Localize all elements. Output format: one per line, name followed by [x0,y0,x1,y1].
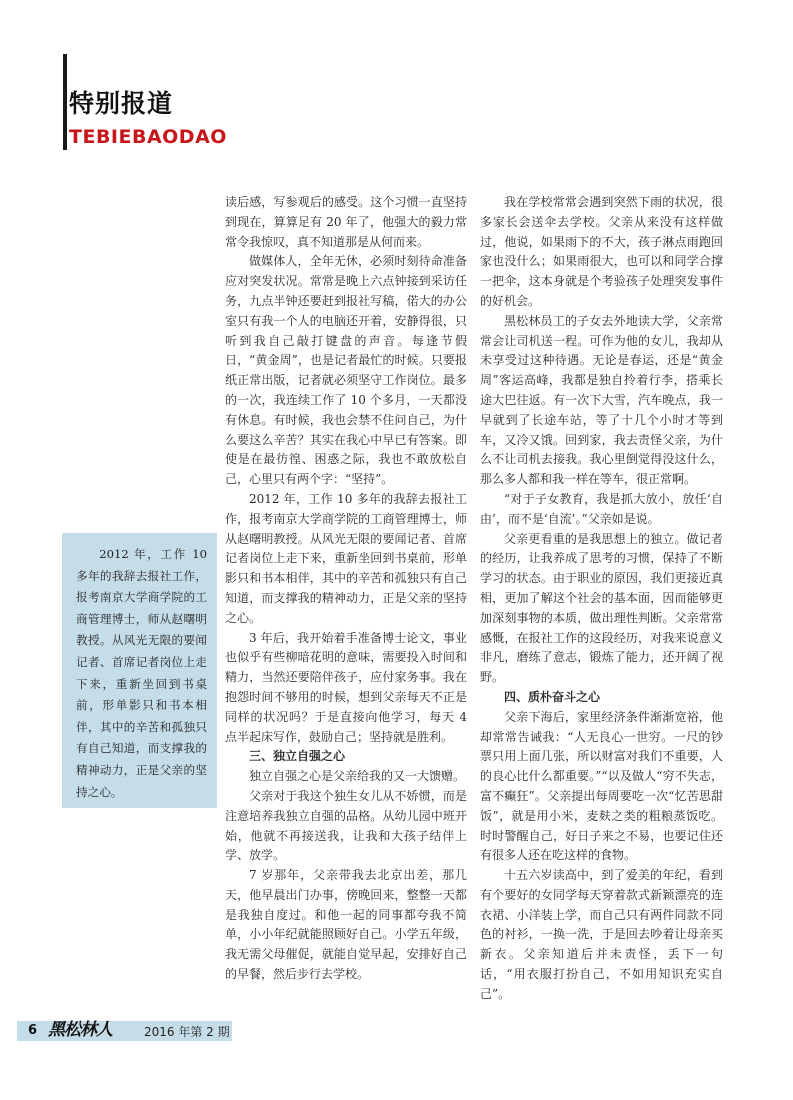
paragraph: “对于子女教育，我是抓大放小，放任‘自由’，而不是‘自流’。”父亲如是说。 [480,491,723,526]
paragraph: 我在学校常常会遇到突然下雨的状况，很多家长会送伞去学校。父亲从来没有这样做过，他说，如果雨下的不大，孩子淋点雨跑回家也没什么；如果雨很大，也可以和同学合撑一把伞，这本身就是个考验孩子处理突发事件的好机会。 [480,195,723,308]
section-heading: 四、质朴奋斗之心 [504,689,601,704]
paragraph: 十五六岁读高中，到了爱美的年纪，看到有个要好的女同学每天穿着款式新颖漂亮的连衣裙、小洋装上学，而自己只有两件同款不同色的衬衫，一换一洗，于是回去吵着让母亲买新衣。父亲知道后并未责怪，丢下一句话，“用衣服打扮自己，不如用知识充实自己”。 [480,868,723,1001]
page-number: 6 [28,1023,38,1038]
article-column-1 [225,193,467,985]
paragraph: 7 岁那年，父亲带我去北京出差，那几天，他早晨出门办事，傍晚回来，整整一天都是我独自度过。和他一起的同事都夸我不简单，小小年纪就能照顾好自己。小学五年级，我无需父母催促，就能自觉早起，安排好自己的早餐，然后步行去学校。 [225,868,467,982]
section-title: 特别报道 [69,89,174,118]
paragraph: 读后感，写参观后的感受。这个习惯一直坚持到现在，算算足有 20 年了，他强大的毅力常常令我惊叹，真不知道那是从何而来。 [225,195,467,249]
section-heading: 三、独立自强之心 [249,749,346,764]
pull-quote-text: 2012 年，工作 10 多年的我辞去报社工作，报考南京大学商学院的工商管理博士，师从赵曙明教授。从风光无限的要闻记者、首席记者岗位上走下来，重新坐回到书桌前，形单影只和书本相伴，其中的辛苦和孤独只有自己知道，而支撑我的精神动力，正是父亲的坚持之心。 [76,547,207,799]
paragraph: 3 年后，我开始着手准备博士论文，事业也似乎有些柳暗花明的意味，需要投入时间和精力，当然还要陪伴孩子，应付家务事。我在抱怨时间不够用的时候，想到父亲每天不正是同样的状况吗？于是直接向他学习，每天 4 点半起床写作，鼓励自己；坚持就是胜利。 [225,630,467,744]
paragraph: 父亲下海后，家里经济条件渐渐宽裕，他却常常告诫我：“人无良心一世穷。一尺的钞票只用上面几张，所以财富对我们不重要，人的良心比什么都重要。”“以及做人“穷不失志，富不癫狂”。父亲提出每周要吃一次“忆苦思甜饭”，就是用小米，麦麸之类的粗粮蒸饭吃。时时警醒自己，好日子来之不易，也要记住还有很多人还在吃这样的食物。 [480,709,723,863]
paragraph: 独立自强之心是父亲给我的又一大馈赠。 [249,769,466,784]
paragraph: 黑松林员工的子女去外地读大学，父亲常常会让司机送一程。可作为他的女儿，我却从未享受过这种待遇。无论是春运，还是“黄金周”客运高峰，我都是独自拎着行李，搭乘长途大巴往返。有一次下大雪，汽车晚点，我一早就到了长途车站，等了十几个小时才等到车，又冷又饿。回到家，我去责怪父亲，为什么不让司机去接我。我心里倒觉得没这什么，那么多人都和我一样在等车，很正常啊。 [480,313,723,487]
paragraph: 父亲对于我这个独生女儿从不娇惯，而是注意培养我独立自强的品格。从幼儿园中班开始，他就不再接送我，让我和大孩子结伴上学、放学。 [225,788,467,863]
magazine-logo: 黑松林人 [48,1020,112,1040]
paragraph: 做媒体人，全年无休，必须时刻待命准备应对突发状况。常常是晚上六点钟接到采访任务，九点半钟还要赶到报社写稿，偌大的办公室只有我一个人的电脑还开着，安静得很，只听到我自己敲打键盘的声音。每逢节假日，“黄金周”，也是记者最忙的时候。只要报纸正常出版，记者就必须坚守工作岗位。最多的一次，我连续工作了 10 个多月，一天都没有休息。有时候，我也会禁不住问自己，为什么要这么辛苦？其实在我心中早已有答案。即使是在最彷徨、困惑之际，我也不敢放松自己，心里只有两个字：“坚持”。 [225,254,467,487]
paragraph: 父亲更看重的是我思想上的独立。做记者的经历，让我养成了思考的习惯，保持了不断学习的状态。由于职业的原因，我们更接近真相，更加了解这个社会的基本面，因而能够更加深刻事物的本质，做出理性判断。父亲常常感慨，在报社工作的这段经历，对我来说意义非凡，磨练了意志，锻炼了能力，还开阔了视野。 [480,531,723,685]
paragraph: 2012 年，工作 10 多年的我辞去报社工作，报考南京大学商学院的工商管理博士，师从赵曙明教授。从风光无限的要闻记者、首席记者岗位上走下来，重新坐回到书桌前，形单影只和书本相伴，其中的辛苦和孤独只有自己知道，而支撑我的精神动力，正是父亲的坚持之心。 [225,491,467,625]
issue-label: 2016 年第 2 期 [144,1025,230,1039]
article-column-2 [480,193,723,1005]
section-pinyin: TEBIEBAODAO [69,126,227,148]
pull-quote [62,533,217,808]
header-accent-bar [63,54,67,150]
